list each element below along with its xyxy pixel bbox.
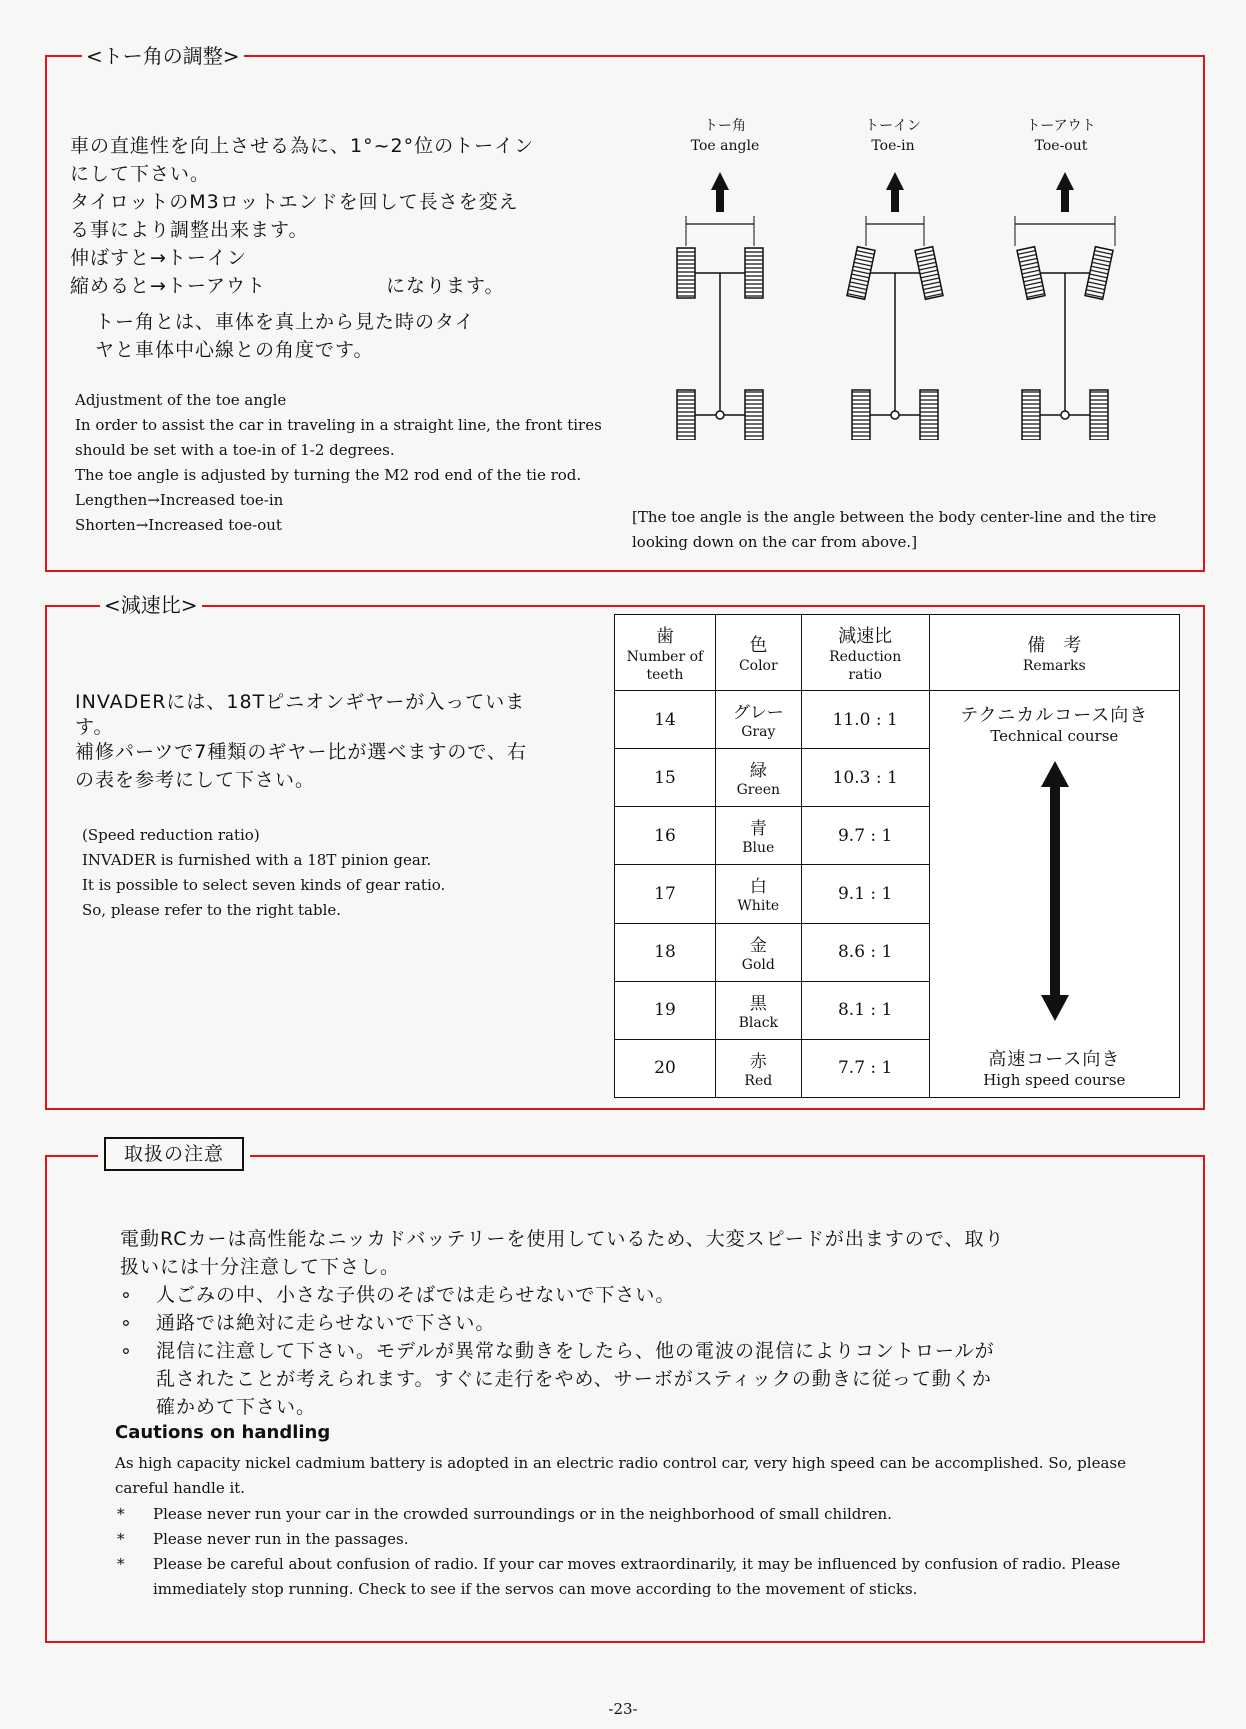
caution-jp-bullets [120,1281,995,1421]
ratio-cell: 9.7 : 1 [801,807,929,865]
bullet-line: Please be careful about confusion of radio. If your car moves extraordinarily, it may be influenced by confusion of radio. Please [153,1555,1121,1573]
toe-jp-line: にして下さい。 [70,163,211,185]
caution-en-line: As high capacity nickel cadmium battery is adopted in an electric radio control car, very high speed can be accomplished. So, please [115,1454,1126,1472]
toe-jp-line: 縮めると→トーアウト になります。 [70,275,505,297]
forward-arrow-icon [886,172,904,212]
caution-en-bullet [115,1552,1120,1602]
toe-jp-line: 伸ばすと→トーイン [70,247,247,269]
teeth-cell: 19 [615,981,716,1039]
diagram-label-toe-in [838,116,948,156]
forward-arrow-icon [1056,172,1074,212]
bullet-line: 人ごみの中、小さな子供のそばでは走らせないで下さい。 [156,1284,676,1306]
gear-jp-line: す。 [75,716,114,738]
caution-en-line: careful handle it. [115,1479,246,1497]
toe-en-line: Shorten→Increased toe-out [75,516,282,534]
bullet-mark: ∘ [120,1284,133,1306]
teeth-cell: 20 [615,1039,716,1097]
bullet-mark: * [117,1530,125,1548]
color-cell [715,981,801,1039]
toe-angle-heading: <トー角の調整> [82,44,244,68]
header-remarks [929,615,1179,691]
toe-en-line: should be set with a toe-in of 1-2 degrees. [75,441,395,459]
toe-jp-line: る事により調整出来ます。 [70,219,309,241]
teeth-cell: 15 [615,749,716,807]
bullet-line: 通路では絶対に走らせないで下さい。 [156,1312,496,1334]
header-en: Reduction ratio [829,648,902,683]
gear-jp-line: の表を参考にして下さい。 [75,769,316,791]
diagram-label-en: Toe-out [1034,138,1088,154]
diagram-label-jp: トーアウト [1026,118,1096,134]
color-cell [715,749,801,807]
caution-en-bullets [115,1502,1120,1602]
ratio-cell: 7.7 : 1 [801,1039,929,1097]
caution-heading-box: 取扱の注意 [104,1137,244,1171]
ratio-cell: 10.3 : 1 [801,749,929,807]
caution-jp-line: 電動RCカーは高性能なニッカドバッテリーを使用しているため、大変スピードが出ますので、取り [120,1228,1005,1250]
remarks-top [930,701,1179,745]
caution-jp-bullet [120,1309,995,1337]
header-ratio [801,615,929,691]
double-arrow-icon [1038,761,1072,1021]
bullet-mark: * [117,1555,125,1573]
ratio-cell: 9.1 : 1 [801,865,929,923]
teeth-cell: 16 [615,807,716,865]
gear-jp-line: 補修パーツで7種類のギヤー比が選べますので、右 [75,741,527,763]
gear-en-line: It is possible to select seven kinds of gear ratio. [82,876,446,894]
color-cell [715,1039,801,1097]
color-en: Blue [742,840,775,857]
remarks-cell [929,691,1179,1098]
header-jp: 備 考 [1027,634,1082,656]
header-en: Number of teeth [626,648,704,683]
bullet-line: immediately stop running. Check to see if the servos can move according to the movement of sticks. [153,1580,918,1598]
caution-en-title: Cautions on handling [115,1422,331,1443]
color-jp: 白 [749,877,767,898]
color-cell [715,923,801,981]
table-header-row [615,615,1180,691]
color-jp: 黒 [749,993,767,1014]
color-en: Gray [741,724,776,741]
bullet-line: Please never run your car in the crowded surroundings or in the neighborhood of small children. [153,1505,892,1523]
remarks-top-en: Technical course [990,727,1119,745]
gear-en-line: So, please refer to the right table. [82,901,342,919]
color-jp: グレー [732,703,784,724]
toe-en-line: Lengthen→Increased toe-in [75,491,284,509]
header-jp: 減速比 [838,625,893,647]
color-en: White [737,898,780,915]
toe-en-text [75,388,602,538]
color-en: Gold [741,956,775,973]
toe-jp-line: タイロットのM3ロットエンドを回して長さを変え [70,191,519,213]
toe-jp-definition [95,308,475,364]
color-cell [715,807,801,865]
diagram-label-en: Toe-in [871,138,915,154]
caution-en-bullet [115,1527,1120,1552]
gear-en-text [82,823,445,923]
bullet-line: 乱されたことが考えられます。すぐに走行をやめ、サーボがスティックの動きに従って動くか [156,1368,992,1390]
header-color [715,615,801,691]
bullet-mark: ∘ [120,1312,133,1334]
ratio-cell: 8.6 : 1 [801,923,929,981]
color-en: Red [744,1072,773,1089]
forward-arrow-icon [711,172,729,212]
diagram-label-jp: トーイン [865,118,921,134]
toe-diagram-caption [632,505,1156,555]
teeth-cell: 14 [615,691,716,749]
remarks-bottom-en: High speed course [983,1071,1126,1089]
teeth-cell: 17 [615,865,716,923]
remarks-bottom [930,1045,1179,1089]
gear-en-line: (Speed reduction ratio) [82,826,260,844]
diagram-label-en: Toe angle [690,138,760,154]
toe-def-line: トー角とは、車体を真上から見た時のタイ [95,311,475,333]
color-en: Black [738,1014,779,1031]
header-en: Remarks [1022,657,1086,674]
toe-out-diagram [1015,172,1115,440]
teeth-cell: 18 [615,923,716,981]
bullet-line: 混信に注意して下さい。モデルが異常な動きをしたら、他の電波の混信によりコントロールが [156,1340,995,1362]
caution-heading [98,1137,250,1171]
caution-jp-bullet [120,1337,995,1421]
table-row [615,691,1180,749]
toe-jp-line: 車の直進性を向上させる為に、1°~2°位のトーイン [70,135,535,157]
caution-en-text [115,1451,1126,1501]
ratio-cell: 11.0 : 1 [801,691,929,749]
toe-angle-diagram [677,172,763,440]
toe-diagrams [640,170,1160,440]
bullet-line: 確かめて下さい。 [156,1396,317,1418]
ratio-cell: 8.1 : 1 [801,981,929,1039]
bullet-line: Please never run in the passages. [153,1530,409,1548]
header-jp: 歯 [655,625,674,647]
remarks-bottom-jp: 高速コース向き [988,1049,1121,1070]
toe-en-line: The toe angle is adjusted by turning the M2 rod end of the tie rod. [75,466,582,484]
caution-en-bullet [115,1502,1120,1527]
caption-line: [The toe angle is the angle between the body center-line and the tire [632,508,1157,526]
gear-ratio-heading: <減速比> [100,593,202,617]
toe-en-line: Adjustment of the toe angle [75,391,287,409]
caution-jp-bullet [120,1281,995,1309]
caption-line: looking down on the car from above.] [632,533,918,551]
gear-ratio-table [614,614,1180,1098]
color-jp: 金 [749,935,767,956]
caution-jp-text [120,1225,1005,1281]
bullet-mark: ∘ [120,1340,133,1362]
color-jp: 青 [749,819,767,840]
color-cell [715,865,801,923]
color-cell [715,691,801,749]
diagram-label-toe-angle [670,116,780,156]
diagram-label-jp: トー角 [704,118,746,134]
gear-en-line: INVADER is furnished with a 18T pinion gear. [82,851,432,869]
page-number: -23- [608,1700,638,1718]
toe-jp-text [70,132,630,300]
toe-en-line: In order to assist the car in traveling in a straight line, the front tires [75,416,602,434]
header-en: Color [738,657,778,674]
remarks-top-jp: テクニカルコース向き [960,705,1149,726]
header-jp: 色 [749,634,768,656]
toe-def-line: ヤと車体中心線との角度です。 [95,339,374,361]
bullet-mark: * [117,1505,125,1523]
gear-jp-line: INVADERには、18Tピニオンギヤーが入っていま [75,691,526,713]
diagram-label-toe-out [1006,116,1116,156]
color-en: Green [736,782,781,799]
gear-jp-text [75,688,595,794]
toe-in-diagram [847,172,943,440]
header-teeth [615,615,716,691]
caution-jp-line: 扱いには十分注意して下さし。 [120,1256,401,1278]
color-jp: 赤 [749,1051,767,1072]
color-jp: 緑 [749,761,767,782]
